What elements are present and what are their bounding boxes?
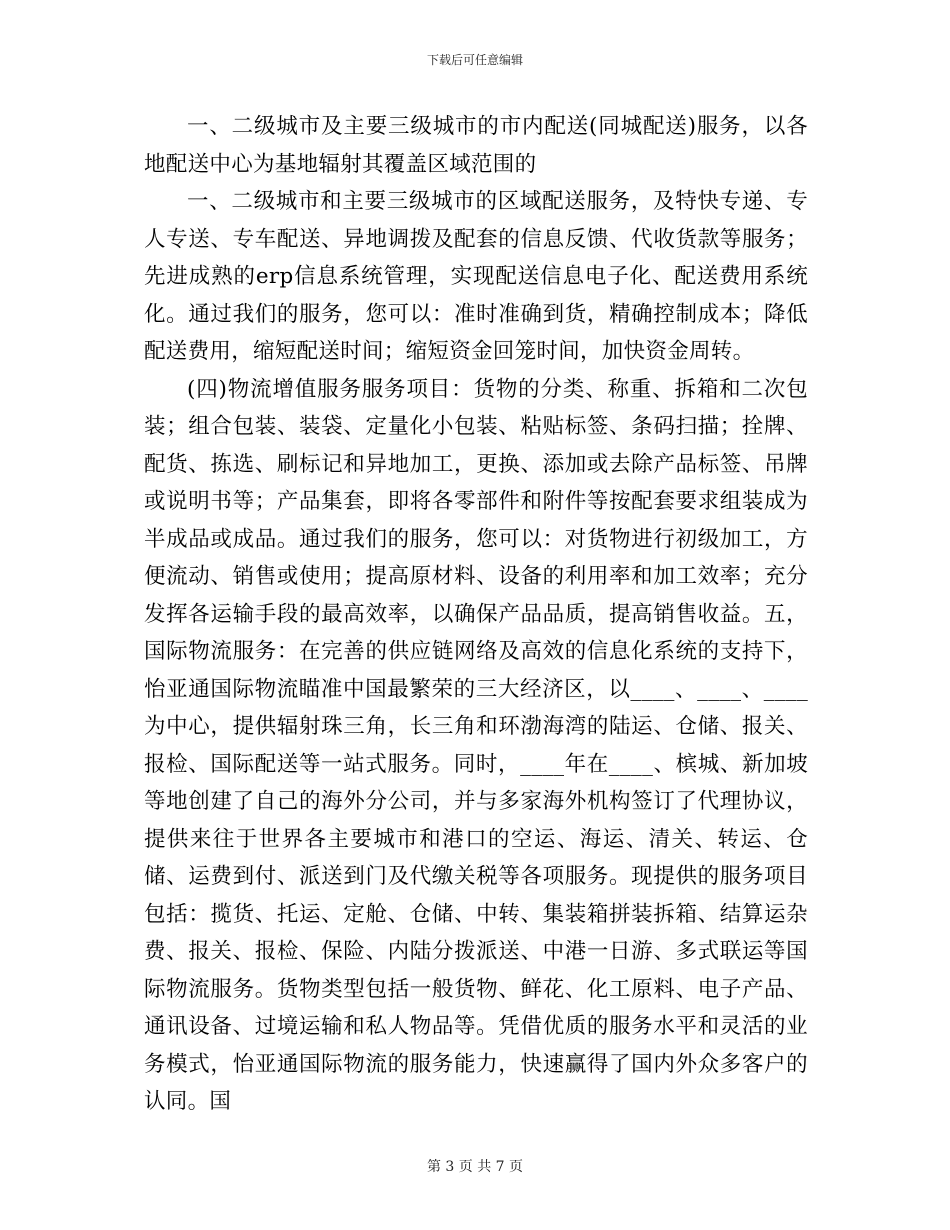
document-body (144, 108, 808, 1121)
page-number: 第 3 页 共 7 页 (426, 1159, 524, 1175)
paragraph-value-added-and-international: (四)物流增值服务服务项目：货物的分类、称重、拆箱和二次包装；组合包装、装袋、定量化小包装、粘贴标签、条码扫描；拴牌、配货、拣选、刷标记和异地加工，更换、添加或去除产品标签、吊牌或说明书等；产品集套，即将各零部件和附件等按配套要求组装成为半成品或成品。通过我们的服务，您可以：对货物进行初级加工，方便流动、销售或使用；提高原材料、设备的利用率和加工效率；充分发挥各运输手段的最高效率，以确保产品品质，提高销售收益。五，国际物流服务：在完善的供应链网络及高效的信息化系统的支持下，怡亚通国际物流瞄准中国最繁荣的三大经济区，以____、____、____为中心，提供辐射珠三角，长三角和环渤海湾的陆运、仓储、报关、报检、国际配送等一站式服务。同时，____年在____、槟城、新加坡等地创建了自己的海外分公司，并与多家海外机构签订了代理协议，提供来往于世界各主要城市和港口的空运、海运、清关、转运、仓储、运费到付、派送到门及代缴关税等各项服务。现提供的服务项目包括：揽货、托运、定舱、仓储、中转、集装箱拼装拆箱、结算运杂费、报关、报检、保险、内陆分拨派送、中港一日游、多式联运等国际物流服务。货物类型包括一般货物、鲜花、化工原料、电子产品、通讯设备、过境运输和私人物品等。凭借优质的服务水平和灵活的业务模式，怡亚通国际物流的服务能力，快速赢得了国内外众多客户的认同。国 (144, 376, 808, 1114)
paragraph-regional-delivery: 一、二级城市和主要三级城市的区域配送服务，及特快专递、专人专送、专车配送、异地调拨及配套的信息反馈、代收货款等服务；先进成熟的erp信息系统管理，实现配送信息电子化、配送费用系统化。通过我们的服务，您可以：准时准确到货，精确控制成本；降低配送费用，缩短配送时间；缩短资金回笼时间，加快资金周转。 (144, 189, 808, 364)
paragraph-city-delivery: 一、二级城市及主要三级城市的市内配送(同城配送)服务，以各地配送中心为基地辐射其覆盖区域范围的 (144, 114, 808, 177)
page-header: 下载后可任意编辑 (426, 53, 523, 67)
